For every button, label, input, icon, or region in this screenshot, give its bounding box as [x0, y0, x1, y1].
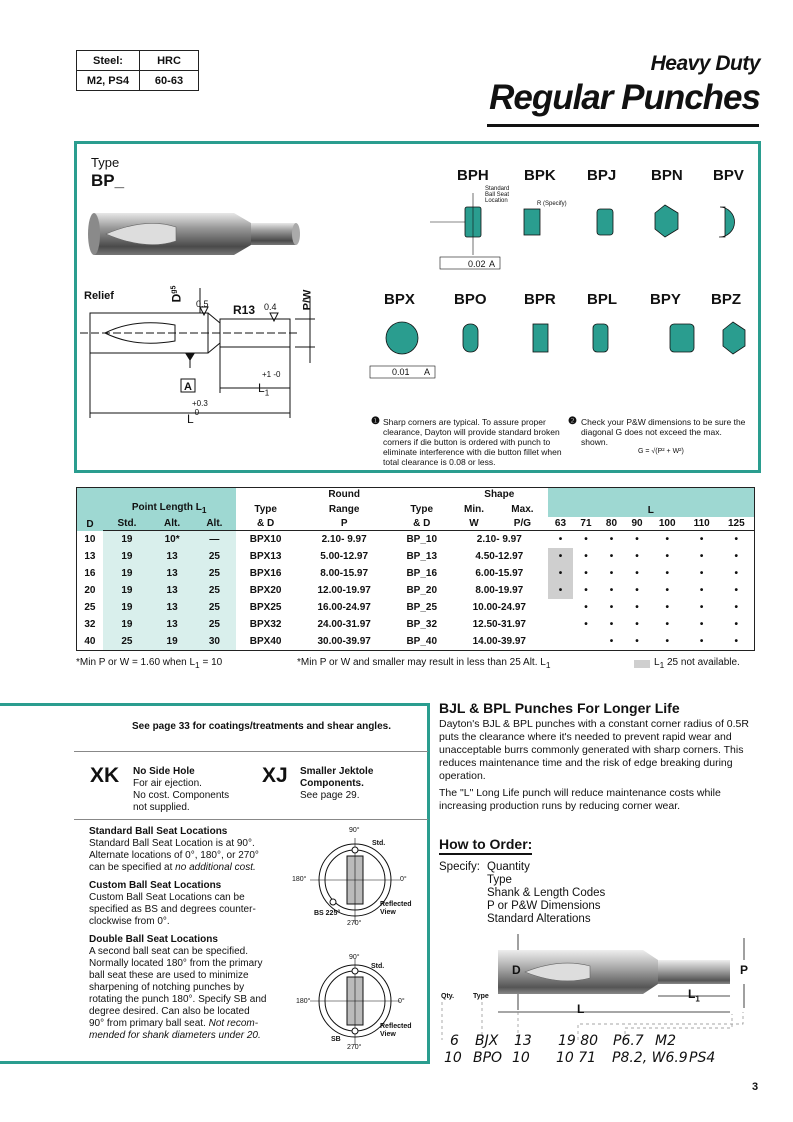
dim-d-tolerance: g5 — [170, 285, 178, 294]
col-type2-spacer — [393, 488, 451, 502]
cell-std: 19 — [103, 548, 151, 565]
steel-value: M2, PS4 — [77, 71, 140, 91]
dim-l1 — [258, 381, 269, 397]
cell-l-mark — [548, 599, 574, 616]
hrc-value: 60-63 — [140, 71, 199, 91]
relief-label: Relief — [84, 290, 114, 302]
double-line4: sharpening of notching punches by — [89, 982, 245, 993]
cell-range: 8.00-15.97 — [320, 568, 369, 579]
col-type1: Type — [236, 501, 296, 517]
d1-90: 90° — [349, 827, 360, 834]
cell-d: 10 — [77, 531, 103, 549]
cell-l-mark: • — [584, 534, 588, 545]
cell-d: 25 — [77, 599, 103, 616]
cell-l-mark: • — [665, 585, 669, 596]
col-l-110: 110 — [685, 517, 719, 531]
order-p-label: P — [740, 963, 749, 977]
steel-header: Steel: — [77, 51, 140, 71]
d1-270: 270° — [347, 920, 362, 927]
cell-l-mark: • — [584, 585, 588, 596]
cell-type2: BP_25 — [406, 602, 438, 613]
double-line1: A second ball seat can be specified. — [89, 946, 248, 957]
spec-pw: P or P&W Dimensions — [487, 900, 601, 912]
cell-range: 30.00-39.97 — [296, 633, 393, 651]
cell-l-mark: • — [719, 531, 755, 549]
cell-type2: BP_13 — [406, 551, 438, 562]
cell-l-mark: • — [665, 551, 669, 562]
col-d: D — [77, 488, 103, 531]
xk-title: No Side Hole — [133, 766, 195, 777]
cell-range: 5.00-12.97 — [320, 551, 369, 562]
type-label: Type — [91, 155, 120, 170]
punch-3d-illustration — [86, 205, 306, 265]
code-bpz: BPZ — [711, 291, 741, 308]
footnote-2-sub: 1 — [545, 660, 551, 670]
double-line7-text: 90° from primary ball seat. — [89, 1018, 206, 1029]
xj-code: XJ — [262, 764, 288, 787]
cell-type1: BPX25 — [249, 602, 282, 613]
gray-legend-swatch — [634, 660, 650, 668]
ex1-qty: 6 — [450, 1033, 459, 1049]
cell-l-mark: • — [548, 565, 574, 582]
ex1-shank: 13 — [514, 1033, 532, 1049]
double-line2: Normally located 180° from the primary — [89, 958, 263, 969]
ex2-shank: 10 — [512, 1050, 530, 1066]
d2-std: Std. — [371, 963, 385, 970]
specify-label: Specify: — [439, 861, 480, 873]
cell-type2: BP_32 — [406, 619, 438, 630]
d2-view: View — [380, 1031, 396, 1038]
cell-l-mark: • — [558, 534, 563, 545]
cell-alt2: 30 — [193, 633, 235, 651]
d2-270: 270° — [347, 1044, 362, 1051]
d1-reflected: Reflected — [380, 901, 412, 908]
ex2-steel: PS4 — [689, 1050, 716, 1066]
footnote-3-tail: 25 not available. — [666, 657, 740, 668]
cell-alt: 13 — [151, 548, 193, 565]
table-row — [77, 548, 755, 565]
page-subtitle: Heavy Duty — [650, 52, 760, 75]
cell-d: 13 — [77, 548, 103, 565]
table-row — [77, 616, 755, 633]
std-ball-line3-italic: no additional cost. — [175, 862, 256, 873]
cell-l-mark: • — [635, 534, 639, 545]
cell-type1: BPX16 — [249, 568, 282, 579]
dim-pw: P/W — [301, 289, 314, 311]
bjl-paragraph-1: Dayton's BJL & BPL punches with a constant corner radius of 0.5R puts the clearance where it's needed to prevent rapid wear and unacceptable burrs commonly generated with sharp corners. This reduces maintenance time and the risk of edge breaking during operation. — [439, 718, 749, 782]
d1-180: 180° — [292, 876, 307, 883]
cell-range: 12.00-19.97 — [317, 585, 371, 596]
col-round: Round — [296, 488, 393, 502]
cell-alt2: 25 — [193, 548, 235, 565]
cell-l-mark: • — [609, 534, 614, 545]
custom-line1: Custom Ball Seat Locations can be — [89, 892, 245, 903]
footnote-1 — [76, 657, 222, 670]
cell-l-mark: • — [719, 548, 755, 565]
col-range: Range — [296, 501, 393, 517]
bjl-paragraph-2: The "L" Long Life punch will reduce maintenance costs while increasing production runs by reducing corner wear. — [439, 787, 721, 812]
xk-line3: not supplied. — [133, 802, 190, 813]
std-ball-line1: Standard Ball Seat Location is at 90°. — [89, 838, 255, 849]
cell-l-mark: • — [719, 582, 755, 599]
xk-description — [133, 766, 229, 814]
cell-l-mark: • — [665, 534, 669, 545]
code-bph: BPH — [457, 167, 489, 184]
cell-l-mark: • — [665, 568, 669, 579]
double-line3: ball seat these are used to minimize — [89, 970, 249, 981]
double-line7-italic: Not recom- — [208, 1018, 259, 1029]
order-d-label: D — [512, 963, 521, 977]
col-type2-d: & D — [393, 517, 451, 531]
note2-icon: ❷ — [568, 416, 577, 427]
cell-l-mark: • — [635, 619, 639, 630]
cell-std: 25 — [103, 633, 151, 651]
xj-title2: Components. — [300, 778, 364, 789]
page-title: Regular Punches — [489, 78, 760, 117]
dim-d-text: D — [169, 293, 184, 303]
table-row — [77, 633, 755, 651]
punch-size-table — [76, 487, 755, 651]
d1-bs225: BS 225° — [314, 910, 341, 917]
order-l-label: L — [577, 1002, 585, 1016]
cell-shape: 14.00-39.97 — [451, 633, 548, 651]
cell-l-mark: • — [635, 568, 639, 579]
divider-1 — [74, 751, 428, 752]
ball-seat-text — [89, 826, 289, 1042]
ex1-steel: M2 — [655, 1033, 676, 1049]
custom-line3: clockwise from 0°. — [89, 916, 170, 927]
cell-range: 2.10- 9.97 — [321, 534, 367, 545]
cell-alt2: — — [193, 531, 235, 549]
col-w: W — [451, 517, 497, 531]
dim-l1-text: L — [258, 381, 265, 395]
col-l-90: 90 — [624, 517, 650, 531]
cell-d: 16 — [77, 565, 103, 582]
cell-alt: 13 — [151, 565, 193, 582]
double-line5: rotating the punch 180°. Specify SB and — [89, 994, 267, 1005]
cell-l-mark: • — [665, 619, 669, 630]
cell-type1: BPX20 — [249, 585, 282, 596]
cell-l-mark: • — [699, 585, 704, 596]
spec-quantity: Quantity — [487, 861, 530, 873]
cell-l-mark: • — [609, 619, 614, 630]
footnote-1-text: *Min P or W = 1.60 when L — [76, 657, 196, 668]
double-line6: degree desired. Can also be located — [89, 1006, 250, 1017]
col-p: P — [296, 517, 393, 531]
cell-l-mark: • — [624, 633, 650, 651]
xj-line1: See page 29. — [300, 790, 360, 801]
table-row — [77, 599, 755, 616]
col-type1-spacer — [236, 488, 296, 502]
cell-alt2: 25 — [193, 616, 235, 633]
concentricity-datum: A — [424, 367, 431, 377]
cell-shape: 4.50-12.97 — [475, 551, 524, 562]
col-alt2: Alt. — [193, 517, 235, 531]
footnote-2 — [297, 657, 550, 670]
cell-l-mark: • — [635, 602, 639, 613]
col-l-100: 100 — [650, 517, 685, 531]
double-line7 — [89, 1018, 289, 1030]
ex2-type: BPO — [473, 1050, 503, 1066]
cell-l-mark: • — [548, 582, 574, 599]
cell-shape: 10.00-24.97 — [472, 602, 526, 613]
dim-04: 0.4 — [264, 302, 277, 312]
spec-type: Type — [487, 874, 512, 886]
col-min: Min. — [451, 501, 497, 517]
shape-row2-drawings — [355, 310, 750, 385]
cell-l-mark: • — [609, 551, 614, 562]
table-row — [77, 531, 755, 549]
cell-l-mark: • — [719, 565, 755, 582]
cell-std: 19 — [103, 599, 151, 616]
how-to-order-title: How to Order: — [439, 836, 532, 855]
cell-type1: BPX32 — [249, 619, 282, 630]
cell-l-mark: • — [609, 568, 614, 579]
dim-05: 0.5 — [196, 299, 209, 309]
cell-l-mark: • — [719, 633, 755, 651]
cell-range: 24.00-31.97 — [317, 619, 371, 630]
dim-l1-sub: 1 — [264, 388, 270, 398]
cell-l-mark: • — [548, 548, 574, 565]
cell-d: 32 — [77, 616, 103, 633]
note1-icon: ❶ — [371, 416, 380, 427]
cell-l-mark: • — [650, 633, 685, 651]
dim-l1-tol: +1 -0 — [262, 370, 281, 379]
code-bpy: BPY — [650, 291, 681, 308]
double-line8-italic: mended for shank diameters under 20. — [89, 1030, 261, 1041]
cell-l-mark: • — [584, 568, 588, 579]
see-page-note: See page 33 for coatings/treatments and shear angles. — [132, 721, 391, 732]
r-specify-label: R (Specify) — [537, 201, 567, 207]
qty-label: Qty. — [441, 993, 455, 1000]
concentricity-tolerance: 0.01 — [392, 367, 410, 377]
code-bpx: BPX — [384, 291, 415, 308]
dim-d-label — [169, 286, 183, 303]
specify-list — [487, 861, 605, 926]
cell-l-mark: • — [635, 585, 639, 596]
cell-std: 19 — [103, 616, 151, 633]
code-bpj: BPJ — [587, 167, 617, 184]
ex2-qty: 10 — [444, 1050, 462, 1066]
order-l1-sub: 1 — [695, 994, 700, 1004]
cell-alt: 10* — [151, 531, 193, 549]
dim-l: L — [187, 412, 194, 426]
xk-code: XK — [90, 764, 120, 787]
footnote-3-sub: 1 — [659, 660, 665, 670]
note1-text: Sharp corners are typical. To assure proper clearance, Dayton will provide standard broken corners if die button is ordered with punch to eliminate interference with die button fillet when total clearance is 0.08 or less. — [383, 417, 562, 467]
ex1-length: 19 80 — [558, 1033, 599, 1049]
col-type2: Type — [393, 501, 451, 517]
cell-type1: BPX13 — [249, 551, 282, 562]
ex2-length: 10 71 — [556, 1050, 597, 1066]
xj-description — [300, 766, 373, 802]
cell-shape: 6.00-15.97 — [475, 568, 524, 579]
cell-l-mark: • — [609, 585, 614, 596]
std-ball-line2: Alternate locations of 0°, 180°, or 270° — [89, 850, 259, 861]
title-rule — [487, 124, 759, 127]
d2-0: 0° — [398, 998, 405, 1005]
col-alt: Alt. — [151, 517, 193, 531]
col-l: L — [548, 488, 755, 518]
xk-line1: For air ejection. — [133, 778, 202, 789]
cell-std: 19 — [103, 582, 151, 599]
cell-shape: 12.50-31.97 — [472, 619, 526, 630]
double-ball-seat-heading: Double Ball Seat Locations — [89, 934, 218, 945]
cell-l-mark: • — [699, 568, 704, 579]
std-ball-seat-label: Standard Ball Seat Location — [485, 186, 510, 204]
cell-type2: BP_16 — [406, 568, 438, 579]
cell-type1: BPX10 — [249, 534, 282, 545]
d2-180: 180° — [296, 998, 311, 1005]
xk-line2: No cost. Components — [133, 790, 230, 801]
note2-text: Check your P&W dimensions to be sure the diagonal G does not exceed the max. shown. — [581, 417, 746, 447]
cell-l-mark: • — [719, 616, 755, 633]
d2-90: 90° — [349, 954, 360, 961]
cell-alt: 19 — [151, 633, 193, 651]
cell-alt: 13 — [151, 616, 193, 633]
cell-alt2: 25 — [193, 565, 235, 582]
steel-spec-table — [76, 50, 199, 91]
footnote-1-sub: 1 — [195, 660, 200, 670]
col-point-length — [103, 501, 236, 517]
code-bpk: BPK — [524, 167, 556, 184]
table-row — [77, 565, 755, 582]
spec-alterations: Standard Alterations — [487, 913, 591, 925]
cell-l-mark — [573, 633, 599, 651]
cell-l-mark: • — [699, 602, 704, 613]
code-bpn: BPN — [651, 167, 683, 184]
col-l-125: 125 — [719, 517, 755, 531]
custom-ball-seat-heading: Custom Ball Seat Locations — [89, 880, 222, 891]
xj-title: Smaller Jektole — [300, 766, 374, 777]
col-type1-d: & D — [236, 517, 296, 531]
col-l-71: 71 — [573, 517, 599, 531]
cell-l-mark: • — [665, 602, 669, 613]
cell-alt: 13 — [151, 599, 193, 616]
custom-line2: specified as BS and degrees counter- — [89, 904, 256, 915]
flatness-tolerance: 0.02 — [468, 259, 486, 269]
d2-reflected: Reflected — [380, 1023, 412, 1030]
order-l1-text: L — [688, 987, 696, 1001]
dim-l-tol: +0.3 -0 — [192, 399, 208, 417]
cell-l-mark: • — [599, 633, 625, 651]
col-l-80: 80 — [599, 517, 625, 531]
cell-std: 19 — [103, 565, 151, 582]
std-ball-line3-text: can be specified at — [89, 862, 173, 873]
cell-shape: 2.10- 9.97 — [476, 534, 522, 545]
cell-l-mark: • — [584, 602, 588, 613]
cell-type2: BP_20 — [406, 585, 438, 596]
cell-range: 16.00-24.97 — [317, 602, 371, 613]
col-point-length-spacer — [103, 488, 236, 502]
cell-l-mark: • — [609, 602, 614, 613]
footnote-3 — [634, 657, 740, 670]
code-bpo: BPO — [454, 291, 487, 308]
type-label-order: Type — [473, 993, 489, 1000]
ex2-pw: P8.2, W6.9 — [612, 1050, 688, 1066]
cell-l-mark: • — [699, 551, 704, 562]
d1-0: 0° — [400, 876, 407, 883]
cell-alt: 13 — [151, 582, 193, 599]
ex1-type: BJX — [475, 1033, 499, 1049]
footnote-3-l: L — [654, 657, 660, 668]
footnote-3-text — [654, 657, 740, 670]
cell-alt2: 25 — [193, 599, 235, 616]
col-std: Std. — [103, 517, 151, 531]
code-bpl: BPL — [587, 291, 617, 308]
flatness-datum: A — [489, 259, 496, 269]
d1-view: View — [380, 909, 396, 916]
std-ball-line3 — [89, 862, 289, 874]
bjl-section-title: BJL & BPL Punches For Longer Life — [439, 700, 680, 716]
spec-shank-length: Shank & Length Codes — [487, 887, 606, 899]
cell-l-mark: • — [719, 599, 755, 616]
col-shape: Shape — [451, 488, 548, 502]
order-l1-label — [688, 987, 700, 1003]
order-punch-drawing — [440, 932, 760, 1042]
cell-type1: BPX40 — [236, 633, 296, 651]
point-length-text: Point Length L — [131, 502, 202, 513]
type-code: BP_ — [91, 171, 125, 190]
footnote-2-text: *Min P or W and smaller may result in less than 25 Alt. L — [297, 657, 546, 668]
point-length-sub: 1 — [201, 505, 207, 515]
code-bpr: BPR — [524, 291, 556, 308]
dim-radius: R13 — [233, 303, 256, 317]
cell-type2: BP_40 — [393, 633, 451, 651]
cell-l-mark — [548, 633, 574, 651]
footnote-1-tail: = 10 — [202, 657, 223, 668]
table-row — [77, 582, 755, 599]
divider-2 — [74, 819, 428, 820]
ex1-pw: P6.7 — [613, 1033, 644, 1049]
cell-shape: 8.00-19.97 — [475, 585, 524, 596]
d2-sb: SB — [331, 1036, 341, 1043]
datum-a: A — [184, 381, 192, 393]
ball-seat-diagram-standard — [300, 832, 410, 932]
cell-l-mark — [548, 616, 574, 633]
page-number: 3 — [752, 1081, 759, 1093]
cell-l-mark: • — [685, 633, 719, 651]
diagonal-formula: G = √(P² + W²) — [638, 448, 684, 455]
cell-l-mark: • — [635, 551, 639, 562]
code-bpv: BPV — [713, 167, 744, 184]
col-l-63: 63 — [548, 517, 574, 531]
std-ball-seat-heading: Standard Ball Seat Locations — [89, 826, 228, 837]
col-pg: P/G — [497, 517, 548, 531]
d1-std: Std. — [372, 840, 386, 847]
hrc-header: HRC — [140, 51, 199, 71]
cell-l-mark: • — [699, 534, 704, 545]
cell-l-mark: • — [584, 619, 588, 630]
cell-type2: BP_10 — [406, 534, 438, 545]
cell-l-mark: • — [584, 551, 588, 562]
cell-d: 40 — [77, 633, 103, 651]
table-body — [77, 531, 755, 651]
cell-alt2: 25 — [193, 582, 235, 599]
cell-std: 19 — [103, 531, 151, 549]
cell-d: 20 — [77, 582, 103, 599]
col-max: Max. — [497, 501, 548, 517]
cell-l-mark: • — [699, 619, 704, 630]
